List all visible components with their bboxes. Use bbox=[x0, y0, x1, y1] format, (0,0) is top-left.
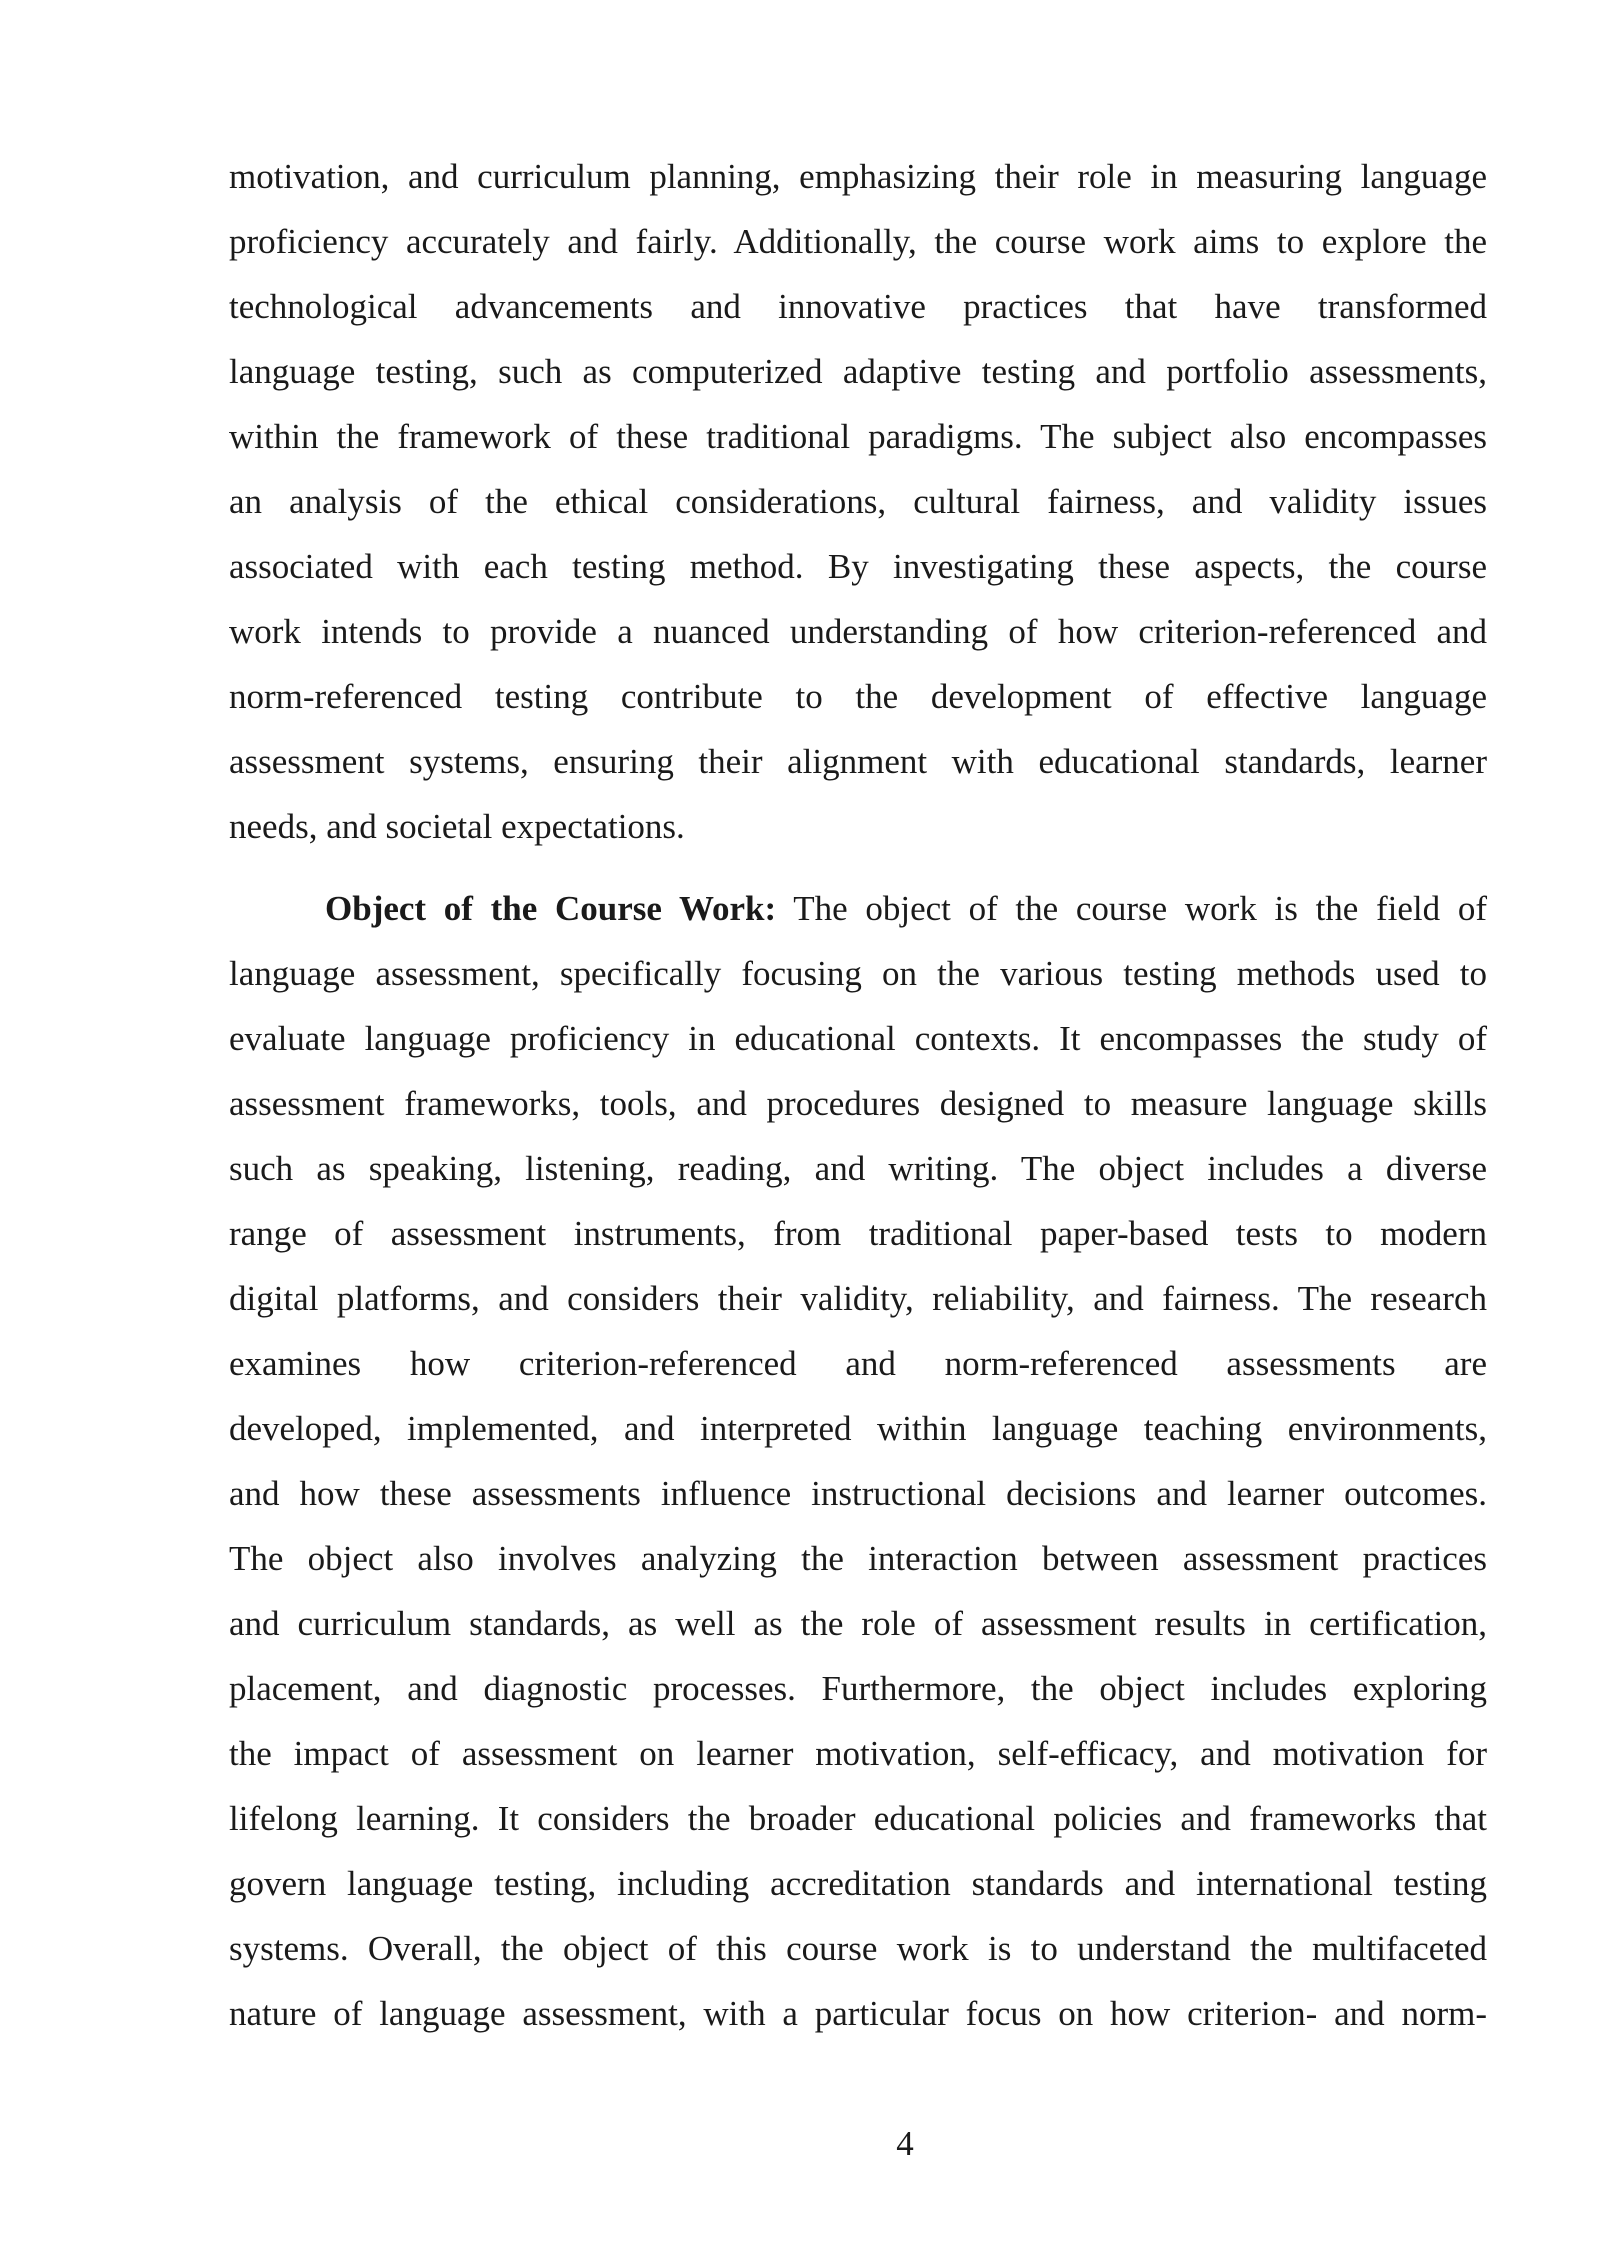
paragraph-subject-continuation bbox=[229, 144, 1487, 859]
text-line: range of assessment instruments, from traditional paper-based tests to modern bbox=[229, 1214, 1487, 1253]
text-line: such as speaking, listening, reading, and writing. The object includes a diverse bbox=[229, 1149, 1487, 1188]
text-line: assessment frameworks, tools, and procedures designed to measure language skills bbox=[229, 1084, 1487, 1123]
text-line: language testing, such as computerized adaptive testing and portfolio assessments, bbox=[229, 352, 1487, 391]
section-heading-inline: Object of the Course Work: bbox=[325, 889, 777, 928]
text-line: examines how criterion-referenced and norm-referenced assessments are bbox=[229, 1344, 1487, 1383]
page-number: 4 bbox=[896, 2124, 914, 2163]
text-line: lifelong learning. It considers the broader educational policies and frameworks that bbox=[229, 1799, 1487, 1838]
text-line: developed, implemented, and interpreted within language teaching environments, bbox=[229, 1409, 1487, 1448]
text-line: The object also involves analyzing the interaction between assessment practices bbox=[229, 1539, 1487, 1578]
text-line: systems. Overall, the object of this course work is to understand the multifaceted bbox=[229, 1929, 1487, 1968]
text-line: needs, and societal expectations. bbox=[229, 807, 685, 846]
text-line: nature of language assessment, with a particular focus on how criterion- and norm- bbox=[229, 1994, 1487, 2033]
text-line: placement, and diagnostic processes. Furthermore, the object includes exploring bbox=[229, 1669, 1487, 1708]
text-line: proficiency accurately and fairly. Additionally, the course work aims to explore the bbox=[229, 222, 1487, 261]
text-line: within the framework of these traditional paradigms. The subject also encompasses bbox=[229, 417, 1487, 456]
text-line-rest: The object of the course work is the field of bbox=[776, 889, 1488, 928]
text-line: motivation, and curriculum planning, emphasizing their role in measuring language bbox=[229, 157, 1487, 196]
text-line: govern language testing, including accreditation standards and international testing bbox=[229, 1864, 1487, 1903]
text-line: work intends to provide a nuanced understanding of how criterion-referenced and bbox=[229, 612, 1487, 651]
text-line: language assessment, specifically focusing on the various testing methods used to bbox=[229, 954, 1487, 993]
text-line: an analysis of the ethical considerations, cultural fairness, and validity issues bbox=[229, 482, 1487, 521]
text-line: and curriculum standards, as well as the role of assessment results in certification, bbox=[229, 1604, 1487, 1643]
text-line bbox=[229, 876, 1487, 941]
paragraph-object-of-course-work bbox=[229, 876, 1487, 2046]
text-line: evaluate language proficiency in educational contexts. It encompasses the study of bbox=[229, 1019, 1487, 1058]
text-line: technological advancements and innovative practices that have transformed bbox=[229, 287, 1487, 326]
text-line: assessment systems, ensuring their alignment with educational standards, learner bbox=[229, 742, 1487, 781]
text-line: associated with each testing method. By investigating these aspects, the course bbox=[229, 547, 1487, 586]
text-line: digital platforms, and considers their validity, reliability, and fairness. The research bbox=[229, 1279, 1487, 1318]
text-line: and how these assessments influence instructional decisions and learner outcomes. bbox=[229, 1474, 1487, 1513]
text-line: the impact of assessment on learner motivation, self-efficacy, and motivation for bbox=[229, 1734, 1487, 1773]
text-line: norm-referenced testing contribute to the development of effective language bbox=[229, 677, 1487, 716]
